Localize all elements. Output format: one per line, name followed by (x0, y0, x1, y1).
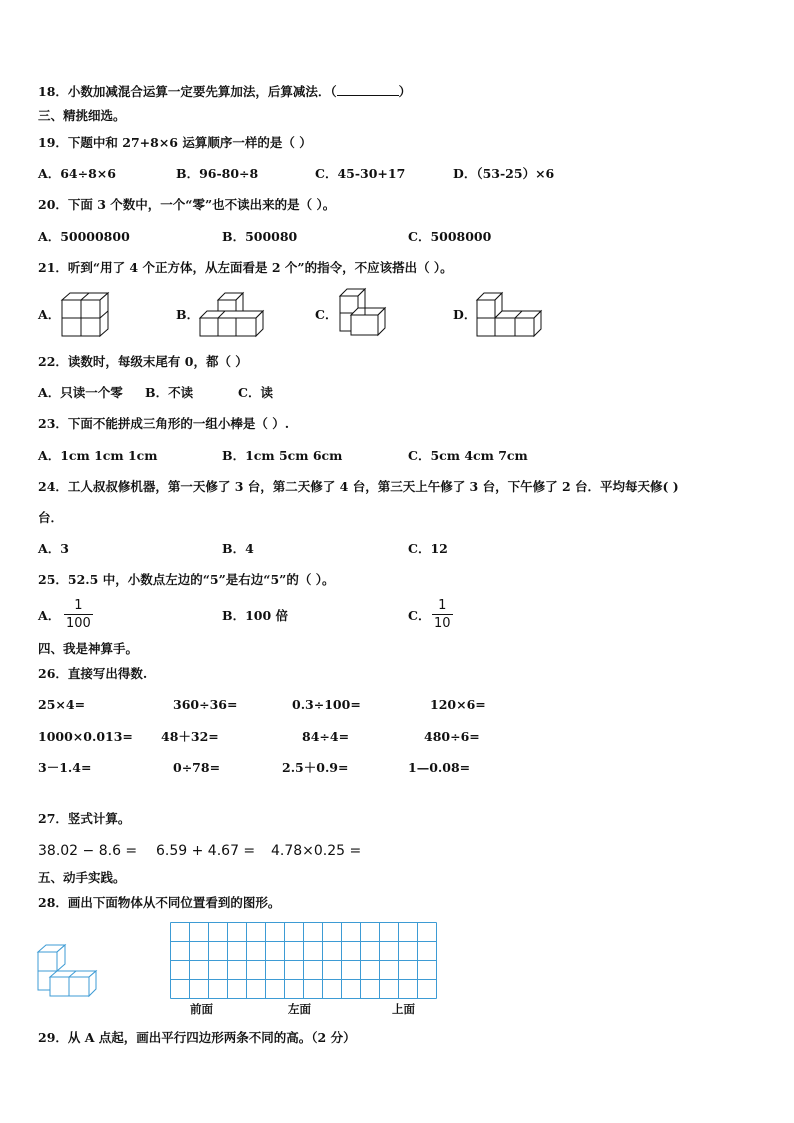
q22-question: 22．读数时，每级末尾有 0，都（ ） (38, 354, 248, 369)
cube-figure-a (60, 291, 110, 341)
fraction-denominator: 100 (66, 616, 91, 631)
q26-item: 120×6= (430, 697, 486, 712)
q26-item: 0÷78= (173, 760, 221, 775)
q25-fraction-c (432, 598, 453, 631)
q25-option-c[interactable]: C． (408, 608, 431, 623)
q18-question (38, 83, 411, 100)
fraction-numerator: 1 (438, 598, 447, 613)
q23-option-c[interactable]: C．5cm 4cm 7cm (408, 448, 528, 463)
grid-label-top: 上面 (392, 1002, 415, 1016)
section-5-heading: 五、动手实践。 (38, 870, 126, 885)
q28-question: 28．画出下面物体从不同位置看到的图形。 (38, 895, 281, 910)
q25-fraction-a (64, 598, 93, 631)
q29-question: 29．从 A 点起，画出平行四边形两条不同的高。（2 分） (38, 1030, 356, 1045)
q21-option-a[interactable]: A． (38, 307, 61, 322)
section-4-heading: 四、我是神算手。 (38, 641, 139, 656)
q27-question: 27．竖式计算。 (38, 811, 131, 826)
cube-figure-c (337, 286, 389, 342)
answer-blank[interactable] (337, 83, 399, 96)
q24-question-cont: 台． (38, 510, 64, 525)
q20-option-b[interactable]: B．500080 (222, 229, 298, 244)
q28-cube-object (36, 944, 106, 1000)
q22-option-c[interactable]: C．读 (238, 385, 273, 400)
q22-option-b[interactable]: B．不读 (145, 385, 194, 400)
q19-question: 19．下题中和 27+8×6 运算顺序一样的是（ ） (38, 135, 312, 150)
q19-option-a[interactable]: A．64÷8×6 (38, 166, 116, 181)
q21-option-c[interactable]: C． (315, 307, 338, 322)
q21-question: 21．听到“用了 4 个正方体，从左面看是 2 个”的指令，不应该搭出（ ）。 (38, 260, 453, 275)
q18-tail: ） (398, 84, 412, 99)
q26-item: 0.3÷100= (292, 697, 361, 712)
q26-item: 360÷36= (173, 697, 238, 712)
q26-item: 1000×0.013= (38, 729, 133, 744)
cube-figure-b (198, 291, 268, 341)
grid-label-front: 前面 (190, 1002, 213, 1016)
cube-figure-d (474, 291, 546, 341)
q21-option-d[interactable]: D． (453, 307, 477, 322)
q26-item: 3－1.4= (38, 760, 92, 775)
grid-label-left: 左面 (288, 1002, 311, 1016)
q20-option-c[interactable]: C．5008000 (408, 229, 492, 244)
q25-option-b[interactable]: B．100 倍 (222, 608, 289, 623)
q25-option-a[interactable]: A． (38, 608, 61, 623)
q27-expression: 6.59 + 4.67 = (156, 843, 256, 859)
q26-item: 48＋32= (161, 729, 219, 744)
q18-text: 18．小数加减混合运算一定要先算加法，后算减法．（ (38, 84, 337, 99)
q26-item: 2.5＋0.9= (282, 760, 349, 775)
q26-item: 25×4= (38, 697, 86, 712)
q24-question: 24．工人叔叔修机器，第一天修了 3 台，第二天修了 4 台，第三天上午修了 3 台，下午修了 2 台．平均每天修( ) (38, 479, 679, 494)
q28-drawing-grid[interactable] (170, 922, 436, 998)
q27-expression: 38.02 − 8.6 = (38, 843, 138, 859)
q22-option-a[interactable]: A．只读一个零 (38, 385, 123, 400)
q24-option-c[interactable]: C．12 (408, 541, 448, 556)
q20-option-a[interactable]: A．50000800 (38, 229, 130, 244)
q24-option-a[interactable]: A．3 (38, 541, 69, 556)
q20-question: 20．下面 3 个数中，一个“零”也不读出来的是（ ）。 (38, 197, 336, 212)
q19-option-d[interactable]: D．（53-25）×6 (453, 166, 555, 181)
q26-item: 84÷4= (302, 729, 350, 744)
q26-item: 1—0.08= (408, 760, 471, 775)
section-3-heading: 三、精挑细选。 (38, 108, 126, 123)
fraction-numerator: 1 (74, 598, 83, 613)
q23-question: 23．下面不能拼成三角形的一组小棒是（ ）. (38, 416, 290, 431)
q25-question: 25．52.5 中，小数点左边的“5”是右边“5”的（ ）。 (38, 572, 335, 587)
q24-option-b[interactable]: B．4 (222, 541, 254, 556)
q26-question: 26．直接写出得数. (38, 666, 148, 681)
q19-option-c[interactable]: C．45-30+17 (315, 166, 406, 181)
fraction-denominator: 10 (434, 616, 451, 631)
q23-option-b[interactable]: B．1cm 5cm 6cm (222, 448, 343, 463)
q26-item: 480÷6= (424, 729, 480, 744)
q27-expression: 4.78×0.25 = (271, 843, 362, 859)
q19-option-b[interactable]: B．96-80÷8 (176, 166, 259, 181)
q21-option-b[interactable]: B． (176, 307, 200, 322)
q23-option-a[interactable]: A．1cm 1cm 1cm (38, 448, 158, 463)
